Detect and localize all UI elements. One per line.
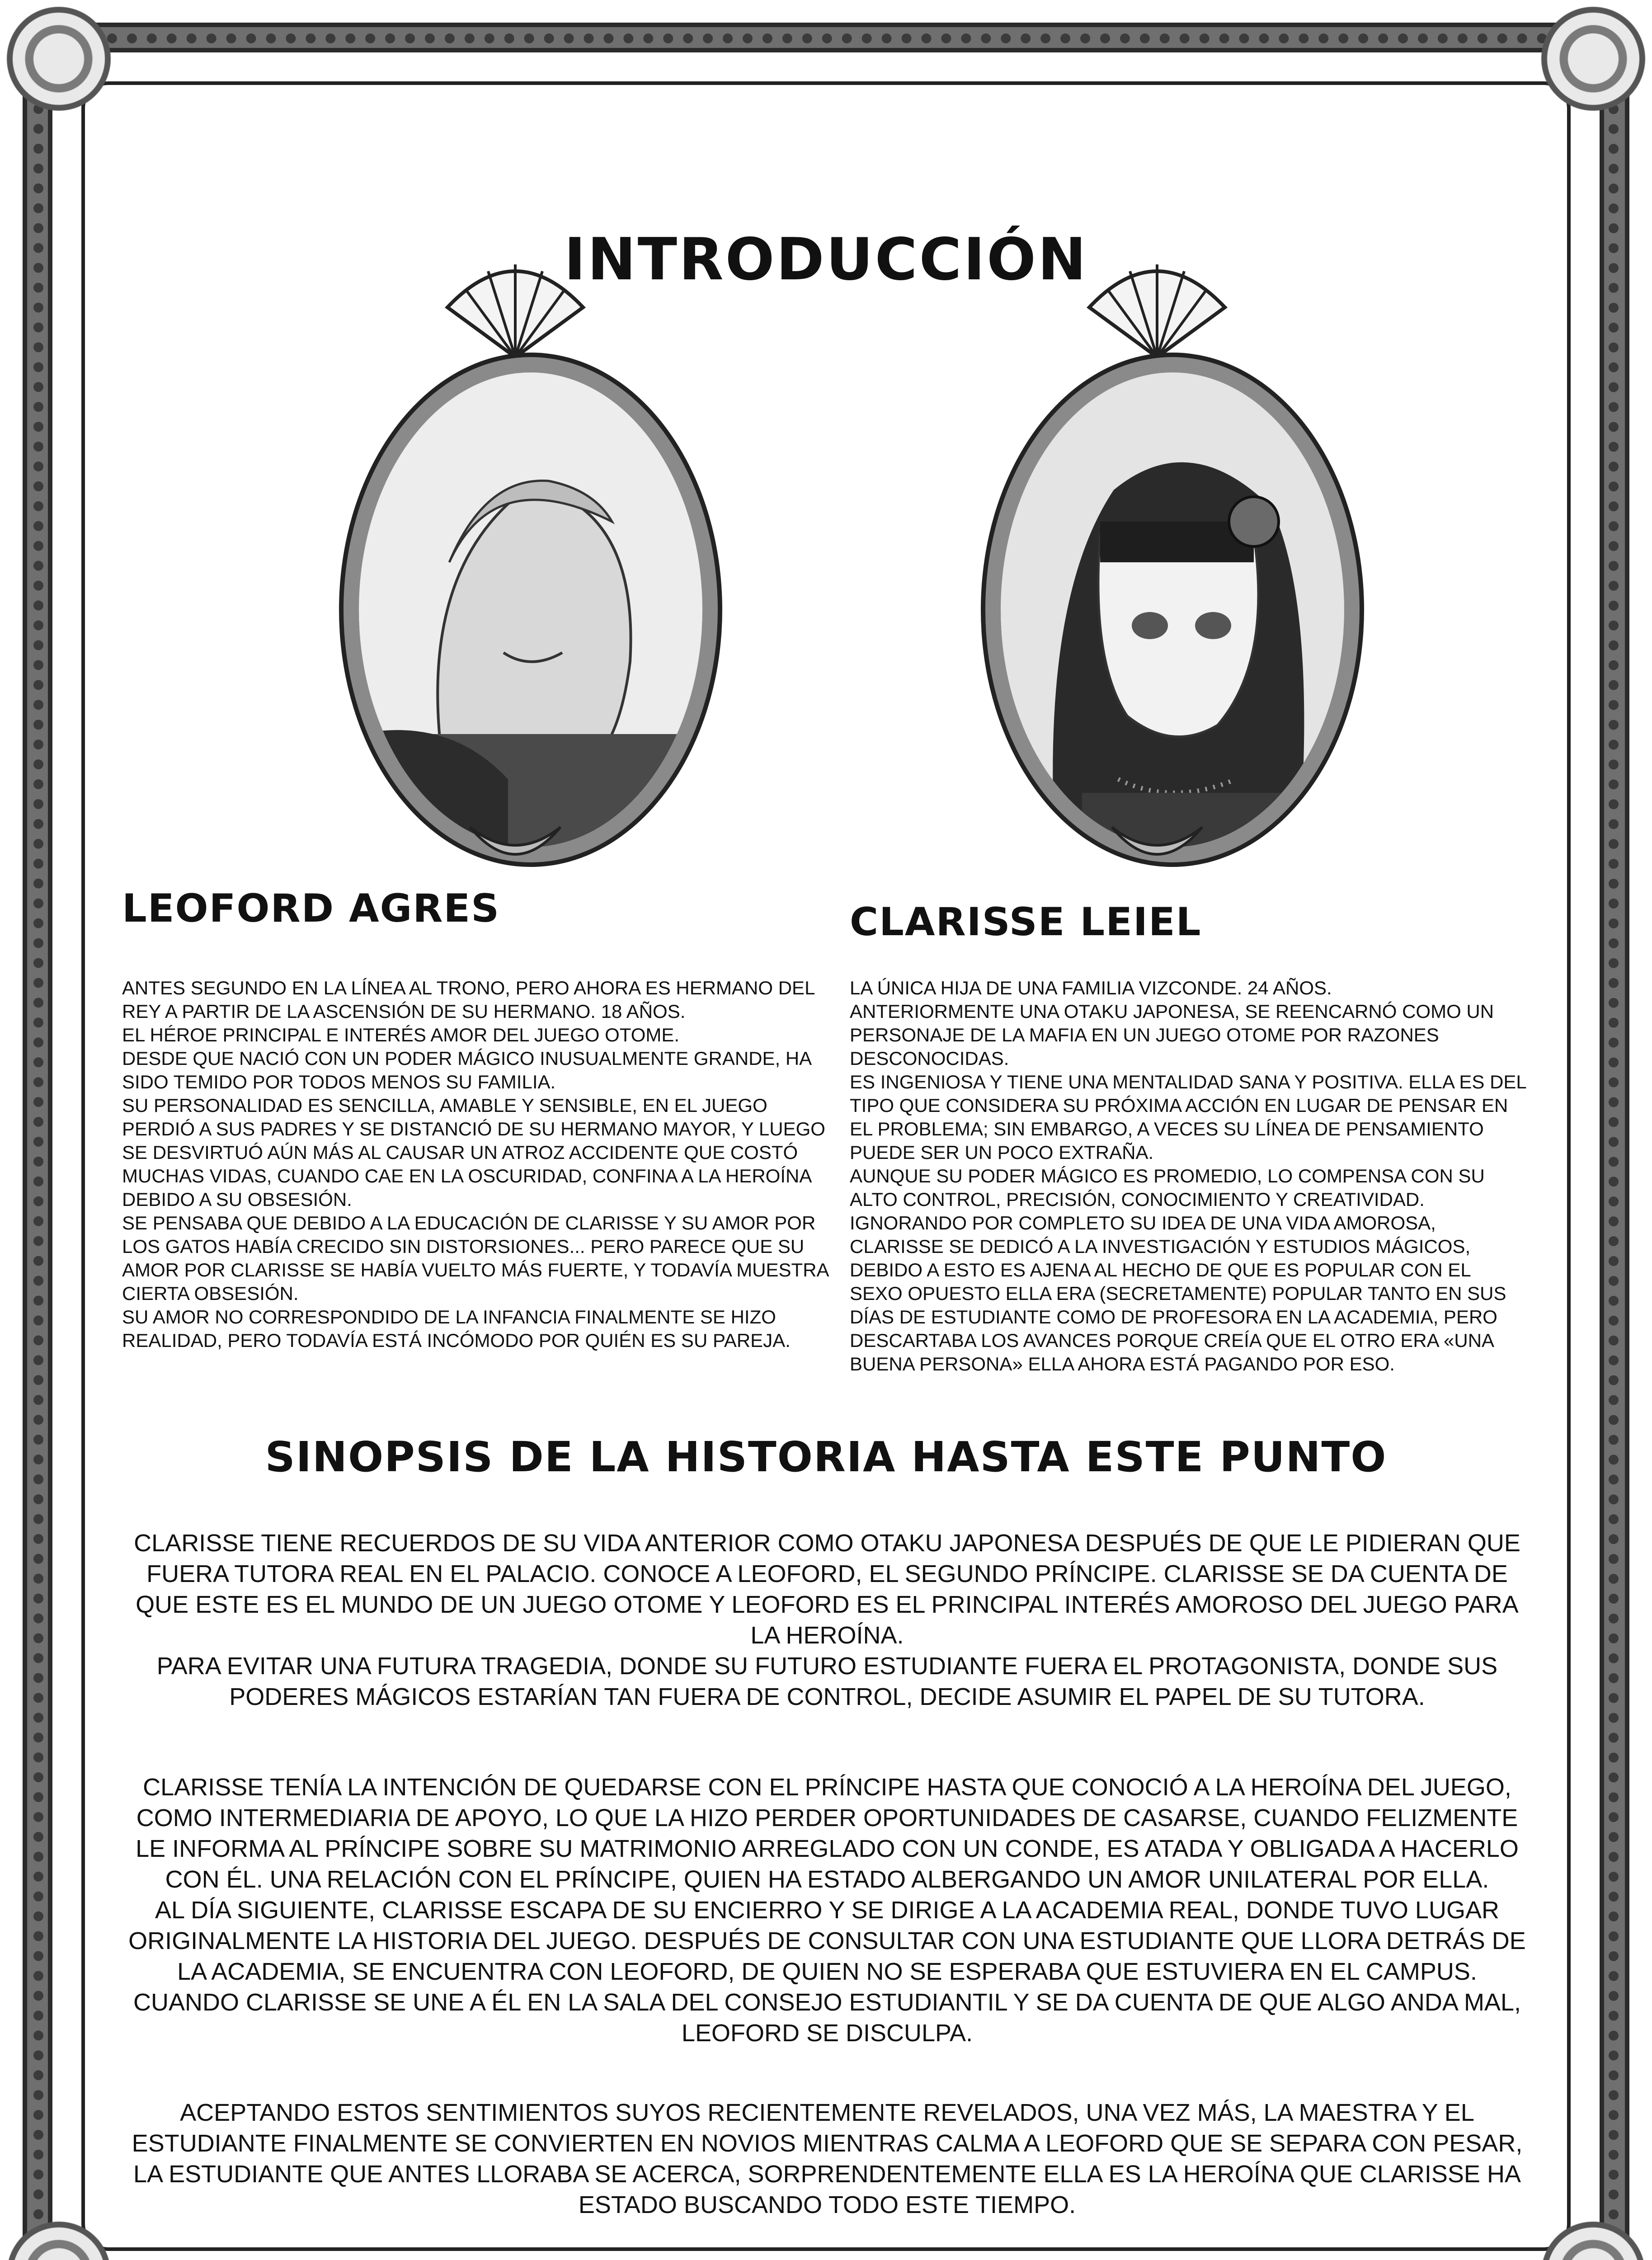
leoford-illustration [359, 372, 702, 847]
corner-rose-icon [1534, 0, 1652, 118]
leoford-portrait [316, 253, 714, 877]
fan-ornament-icon [1080, 253, 1234, 362]
fan-ornament-icon [438, 253, 592, 362]
synopsis-paragraph: CLARISSE TENÍA LA INTENCIÓN DE QUEDARSE CON EL PRÍNCIPE HASTA QUE CONOCIÓ A LA HEROÍNA DEL JUEGO, COMO INTERMEDIARIA DE APOYO, LO QUE LA HIZO PERDER OPORTUNIDADES DE CASARSE, CUANDO FELIZMENTE LE INFORMA AL PRÍNCIPE SOBRE SU MATRIMONIO ARREGLADO CON UN CONDE, ES ATADA Y OBLIGADA A HACERLO CON ÉL. UNA RELACIÓN CON EL PRÍNCIPE, QUIEN HA ESTADO ALBERGANDO UN AMOR UNILATERAL POR ELLA. AL DÍA SIGUIENTE, CLARISSE ESCAPA DE SU ENCIERRO Y SE DIRIGE A LA ACADEMIA REAL, DONDE TUVO LUGAR ORIGINALMENTE LA HISTORIA DEL JUEGO. DESPUÉS DE CONSULTAR CON UNA ESTUDIANTE QUE LLORA DETRÁS DE LA ACADEMIA, SE ENCUENTRA CON LEOFORD, DE QUIEN NO SE ESPERABA QUE ESTUVIERA EN EL CAMPUS. CUANDO CLARISSE SE UNE A ÉL EN LA SALA DEL CONSEJO ESTUDIANTIL Y SE DA CUENTA DE QUE ALGO ANDA MAL, LEOFORD SE DISCULPA. [128, 1774, 1526, 2047]
clarisse-illustration [1001, 372, 1344, 847]
page-title: INTRODUCCIÓN [564, 226, 1088, 293]
synopsis-title: SINOPSIS DE LA HISTORIA HASTA ESTE PUNTO [265, 1433, 1387, 1481]
scroll-ornament-icon [1107, 818, 1207, 872]
scroll-ornament-icon [466, 818, 565, 872]
synopsis-paragraph: ACEPTANDO ESTOS SENTIMIENTOS SUYOS RECIENTEMENTE REVELADOS, UNA VEZ MÁS, LA MAESTRA Y EL ESTUDIANTE FINALMENTE SE CONVIERTEN EN NOVIOS MIENTRAS CALMA A LEOFORD QUE SE SEPARA CON PESAR, LA ESTUDIANTE QUE ANTES LLORABA SE ACERCA, SORPRENDENTEMENTE ELLA ES LA HEROÍNA QUE CLARISSE HA ESTADO BUSCANDO TODO ESTE TIEMPO. [132, 2099, 1523, 2218]
oval-mirror-frame [985, 357, 1360, 862]
clarisse-description: LA ÚNICA HIJA DE UNA FAMILIA VIZCONDE. 24 AÑOS. ANTERIORMENTE UNA OTAKU JAPONESA, SE REENCARNÓ COMO UN PERSONAJE DE LA MAFIA EN UN JUEGO OTOME POR RAZONES DESCONOCIDAS. ES INGENIOSA Y TIENE UNA MENTALIDAD SANA Y POSITIVA. ELLA ES DEL TIPO QUE CONSIDERA SU PRÓXIMA ACCIÓN EN LUGAR DE PENSAR EN EL PROBLEMA; SIN EMBARGO, A VECES SU LÍNEA DE PENSAMIENTO PUEDE SER UN POCO EXTRAÑA. AUNQUE SU PODER MÁGICO ES PROMEDIO, LO COMPENSA CON SU ALTO CONTROL, PRECISIÓN, CONOCIMIENTO Y CREATIVIDAD. IGNORANDO POR COMPLETO SU IDEA DE UNA VIDA AMOROSA, CLARISSE SE DEDICÓ A LA INVESTIGACIÓN Y ESTUDIOS MÁGICOS, DEBIDO A ESTO ES AJENA AL HECHO DE QUE ES POPULAR CON EL SEXO OPUESTO ELLA ERA (SECRETAMENTE) POPULAR TANTO EN SUS DÍAS DE ESTUDIANTE COMO DE PROFESORA EN LA ACADEMIA, PERO DESCARTABA LOS AVANCES PORQUE CREÍA QUE EL OTRO ERA «UNA BUENA PERSONA» ELLA AHORA ESTÁ PAGANDO POR ESO. [850, 977, 1526, 1375]
clarisse-name: CLARISSE LEIEL [850, 899, 1202, 945]
corner-rose-icon [0, 0, 118, 118]
synopsis-paragraph: CLARISSE TIENE RECUERDOS DE SU VIDA ANTERIOR COMO OTAKU JAPONESA DESPUÉS DE QUE LE PIDIERAN QUE FUERA TUTORA REAL EN EL PALACIO. CONOCE A LEOFORD, EL SEGUNDO PRÍNCIPE. CLARISSE SE DA CUENTA DE QUE ESTE ES EL MUNDO DE UN JUEGO OTOME Y LEOFORD ES EL PRINCIPAL INTERÉS AMOROSO DEL JUEGO PARA LA HEROÍNA. PARA EVITAR UNA FUTURA TRAGEDIA, DONDE SU FUTURO ESTUDIANTE FUERA EL PROTAGONISTA, DONDE SUS PODERES MÁGICOS ESTARÍAN TAN FUERA DE CONTROL, DECIDE ASUMIR EL PAPEL DE SU TUTORA. [134, 1530, 1520, 1710]
clarisse-portrait [958, 253, 1356, 877]
leoford-description: ANTES SEGUNDO EN LA LÍNEA AL TRONO, PERO AHORA ES HERMANO DEL REY A PARTIR DE LA ASCENSIÓN DE SU HERMANO. 18 AÑOS. EL HÉROE PRINCIPAL E INTERÉS AMOR DEL JUEGO OTOME. DESDE QUE NACIÓ CON UN PODER MÁGICO INUSUALMENTE GRANDE, HA SIDO TEMIDO POR TODOS MENOS SU FAMILIA. SU PERSONALIDAD ES SENCILLA, AMABLE Y SENSIBLE, EN EL JUEGO PERDIÓ A SUS PADRES Y SE DISTANCIÓ DE SU HERMANO MAYOR, Y LUEGO SE DESVIRTUÓ AÚN MÁS AL CAUSAR UN ATROZ ACCIDENTE QUE COSTÓ MUCHAS VIDAS, CUANDO CAE EN LA OSCURIDAD, CONFINA A LA HEROÍNA DEBIDO A SU OBSESIÓN. SE PENSABA QUE DEBIDO A LA EDUCACIÓN DE CLARISSE Y SU AMOR POR LOS GATOS HABÍA CRECIDO SIN DISTORSIONES... PERO PARECE QUE SU AMOR POR CLARISSE SE HABÍA VUELTO MÁS FUERTE, Y TODAVÍA MUESTRA CIERTA OBSESIÓN. SU AMOR NO CORRESPONDIDO DE LA INFANCIA FINALMENTE SE HIZO REALIDAD, PERO TODAVÍA ESTÁ INCÓMODO POR QUIÉN ES SU PAREJA. [122, 977, 828, 1351]
oval-mirror-frame [344, 357, 718, 862]
leoford-name: LEOFORD AGRES [122, 886, 500, 931]
